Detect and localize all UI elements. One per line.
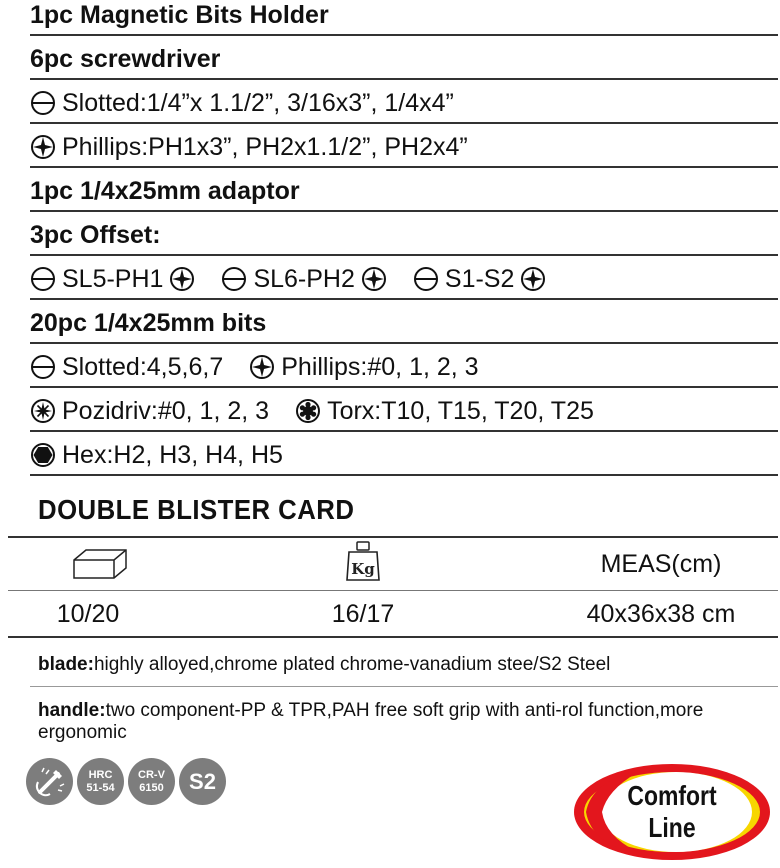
box-icon bbox=[72, 546, 128, 582]
row-divider bbox=[30, 474, 778, 476]
logo-line1: Comfort bbox=[627, 780, 717, 811]
row-divider bbox=[30, 122, 778, 124]
weight-icon bbox=[345, 540, 381, 582]
slotted-sizes-text: Slotted:1/4”x 1.1/2”, 3/16x3”, 1/4x4” bbox=[62, 89, 454, 117]
spec-row-bits-pozidriv-torx bbox=[30, 396, 774, 426]
slotted-icon bbox=[30, 266, 56, 292]
row-divider bbox=[30, 210, 778, 212]
spec-row-bits-slotted-phillips bbox=[30, 352, 774, 382]
s2-label: S2 bbox=[189, 768, 216, 794]
magnetic-tip-badge bbox=[26, 758, 73, 805]
meas-value: 40x36x38 cm bbox=[586, 600, 736, 628]
row-divider bbox=[30, 430, 778, 432]
row-divider bbox=[30, 254, 778, 256]
spec-row-slotted bbox=[30, 88, 774, 118]
spec-row-magnetic-holder bbox=[30, 0, 774, 30]
bits-heading: 20pc 1/4x25mm bits bbox=[30, 309, 267, 337]
bits-torx-text: Torx:T10, T15, T20, T25 bbox=[327, 397, 594, 425]
slotted-icon bbox=[30, 354, 56, 380]
phillips-icon bbox=[520, 266, 546, 292]
row-divider bbox=[30, 166, 778, 168]
row-divider bbox=[30, 686, 778, 687]
comfort-line-logo bbox=[572, 762, 772, 862]
hex-icon bbox=[30, 442, 56, 468]
row-divider bbox=[30, 386, 778, 388]
feature-badges bbox=[26, 758, 226, 805]
pozidriv-icon bbox=[30, 398, 56, 424]
hrc-value: 51-54 bbox=[86, 781, 115, 794]
offset-item: SL6-PH2 bbox=[253, 265, 355, 293]
material-blade bbox=[38, 654, 758, 676]
phillips-icon bbox=[30, 134, 56, 160]
row-divider bbox=[30, 342, 778, 344]
phillips-sizes-text: Phillips:PH1x3”, PH2x1.1/2”, PH2x4” bbox=[62, 133, 468, 161]
spec-row-offset bbox=[30, 220, 774, 250]
spec-row-phillips bbox=[30, 132, 774, 162]
slotted-icon bbox=[30, 90, 56, 116]
slotted-icon bbox=[221, 266, 247, 292]
crv-badge bbox=[128, 758, 175, 805]
blade-label: blade: bbox=[38, 654, 94, 675]
spec-row-screwdriver bbox=[30, 44, 774, 74]
offset-item: S1-S2 bbox=[444, 265, 515, 293]
spec-row-adaptor bbox=[30, 176, 774, 206]
spec-row-offset-items bbox=[30, 264, 774, 294]
row-divider bbox=[30, 298, 778, 300]
phillips-icon bbox=[249, 354, 275, 380]
s2-badge bbox=[179, 758, 226, 805]
table-mid-rule bbox=[8, 590, 778, 591]
quantity-value: 10/20 bbox=[56, 600, 120, 628]
offset-heading: 3pc Offset: bbox=[30, 221, 161, 249]
phillips-icon bbox=[169, 266, 195, 292]
slotted-icon bbox=[413, 266, 439, 292]
weight-value: 16/17 bbox=[331, 600, 395, 628]
weight-icon-text: Kg bbox=[351, 560, 375, 578]
hrc-label: HRC bbox=[88, 768, 113, 781]
offset-item: SL5-PH1 bbox=[62, 265, 164, 293]
magnetic-holder-text: 1pc Magnetic Bits Holder bbox=[30, 1, 329, 29]
bits-pozidriv-text: Pozidriv:#0, 1, 2, 3 bbox=[62, 397, 270, 425]
handle-label: handle: bbox=[38, 700, 106, 721]
meas-header: MEAS(cm) bbox=[600, 550, 722, 578]
screwdriver-heading: 6pc screwdriver bbox=[30, 45, 221, 73]
spec-row-bits-hex bbox=[30, 440, 774, 470]
packaging-title: DOUBLE BLISTER CARD bbox=[38, 494, 355, 525]
bits-hex-text: Hex:H2, H3, H4, H5 bbox=[62, 441, 283, 469]
magnet-icon bbox=[32, 764, 68, 800]
torx-icon bbox=[295, 398, 321, 424]
adaptor-text: 1pc 1/4x25mm adaptor bbox=[30, 177, 300, 205]
row-divider bbox=[30, 78, 778, 80]
crv-value: 6150 bbox=[139, 781, 164, 794]
crv-label: CR-V bbox=[138, 768, 165, 781]
row-divider bbox=[30, 34, 778, 36]
bits-phillips-text: Phillips:#0, 1, 2, 3 bbox=[281, 353, 479, 381]
bits-slotted-text: Slotted:4,5,6,7 bbox=[62, 353, 224, 381]
hrc-badge bbox=[77, 758, 124, 805]
blade-text: highly alloyed,chrome plated chrome-vanadium stee/S2 Steel bbox=[93, 654, 611, 675]
logo-line2: Line bbox=[648, 812, 696, 843]
table-bottom-rule bbox=[8, 636, 778, 638]
handle-text: two component-PP & TPR,PAH free soft grip with anti-rol function,more ergonomic bbox=[38, 700, 704, 743]
table-top-rule bbox=[8, 536, 778, 538]
spec-row-bits bbox=[30, 308, 774, 338]
phillips-icon bbox=[361, 266, 387, 292]
material-handle bbox=[38, 700, 758, 744]
